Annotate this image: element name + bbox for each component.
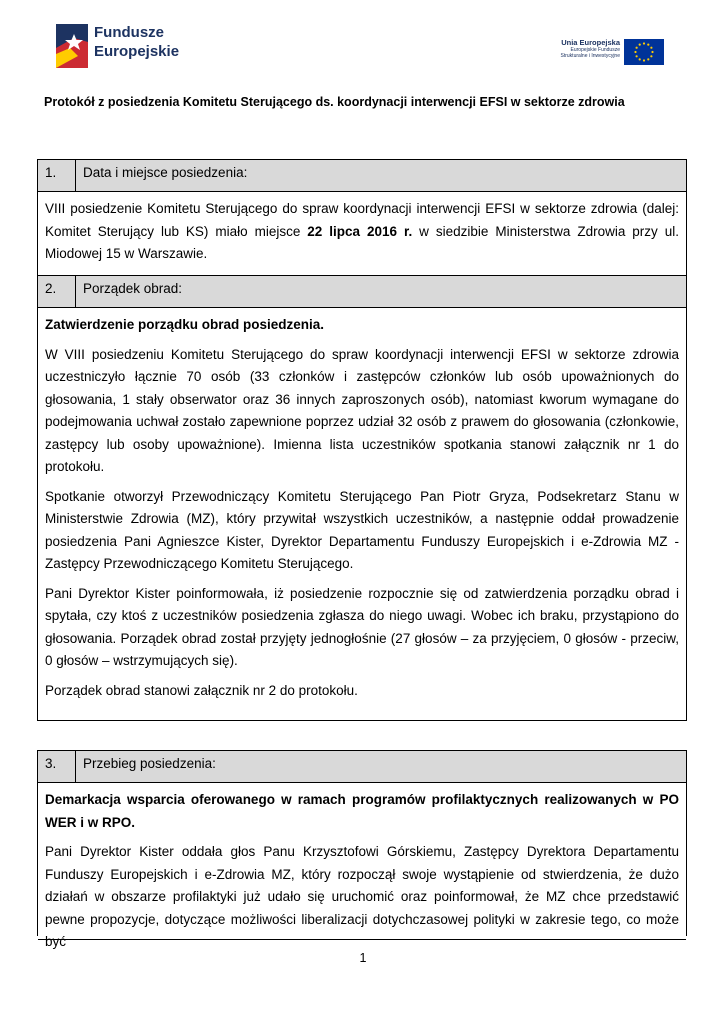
section-3-box <box>37 750 687 949</box>
ue-logo-sub1: Europejskie Fundusze <box>570 47 620 53</box>
fundusze-europejskie-logo <box>54 20 184 72</box>
unia-europejska-logo <box>552 38 664 66</box>
section-3-number: 3. <box>38 751 76 782</box>
section-2-paragraph-3: Pani Dyrektor Kister poinformowała, iż posiedzenie rozpocznie się od zatwierdzenia porządku obrad i spytała, czy ktoś z uczestników posiedzenia zgłasza do niego uwagi. Wobec ich braku, przystąpiono do głosowania. Porządek obrad został przyjęty jednogłośnie (27 głosów – za przyjęciem, 0 głosów - przeciw, 0 głosów – wstrzymujących się). <box>45 585 679 668</box>
section-2-number: 2. <box>38 276 76 307</box>
section-2-header <box>38 276 686 308</box>
section-2-box <box>37 275 687 721</box>
section-2-paragraph-4: Porządek obrad stanowi załącznik nr 2 do protokołu. <box>45 682 358 698</box>
section-1-header <box>38 160 686 192</box>
section-3-header <box>38 751 686 783</box>
meeting-date: 22 lipca 2016 r. <box>307 223 413 239</box>
section-1-number: 1. <box>38 160 76 191</box>
section-3-heading: Demarkacja wsparcia oferowanego w ramach programów profilaktycznych realizowanych w PO WER i w RPO. <box>45 792 679 830</box>
eu-flag-icon <box>624 39 664 65</box>
ue-logo-sub2: Strukturalne i Inwestycyjne <box>560 53 620 59</box>
section-1-label: Data i miejsce posiedzenia: <box>83 165 248 180</box>
section-1-text-a: VIII posiedzenie Komitetu Sterującego do spraw koordynacji interwencji EFSI w sektorze zdrowia (dalej: Komitet Sterujący lub KS) miało miejsce <box>45 201 679 239</box>
section-2-paragraph-1: W VIII posiedzeniu Komitetu Sterującego do spraw koordynacji interwencji EFSI w sektorze zdrowia uczestniczyło łącznie 70 osób (33 członków i zastępców członków lub osób upoważnionych do głosowania, 1 stały obserwator oraz 36 innych zaproszonych osób), natomiast kworum wymagane do podejmowania uchwał zostało zapewnione poprzez udział 32 osób z prawem do głosowania (członkowie, zastępcy lub osoby upoważnione). Imienna lista uczestników spotkania stanowi załącznik nr 1 do protokołu. <box>45 346 679 474</box>
section-1-box <box>37 159 687 276</box>
section-1-paragraph <box>45 198 679 266</box>
fe-logo-text <box>94 23 179 61</box>
fe-star-icon <box>54 20 92 72</box>
section-3-paragraph-1: Pani Dyrektor Kister oddała głos Panu Krzysztofowi Górskiemu, Zastępcy Dyrektora Departamentu Funduszy Europejskich i e-Zdrowia MZ, który rozpoczął swoje wystąpienie od stwierdzenia, że dużo działań w obszarze profilaktyki już udało się uruchomić oraz poinformował, że MZ chce przedstawić pewne propozycje, dotyczące możliwości liberalizacji dotychczasowej polityki w zakresie tego, co może być <box>45 844 679 949</box>
section-1-text-b: w siedzibie Ministerstwa Zdrowia przy ul. Miodowej 15 w Warszawie. <box>45 223 680 261</box>
section-1-body <box>38 192 686 266</box>
section-2-paragraph-2: Spotkanie otworzył Przewodniczący Komitetu Sterującego Pan Piotr Gryza, Podsekretarz Stanu w Ministerstwie Zdrowia (MZ), który przywitał wszystkich uczestników, a następnie oddał prowadzenie posiedzenia Pani Agnieszce Kister, Dyrektor Departamentu Funduszy Europejskich i e-Zdrowia MZ - Zastępcy Przewodniczącego Komitetu Sterującego. <box>45 488 679 571</box>
section-3-label: Przebieg posiedzenia: <box>83 756 216 771</box>
fe-logo-line1: Fundusze <box>94 24 164 41</box>
section-2-body <box>38 308 686 702</box>
section-3-body <box>38 783 686 949</box>
section-2-heading: Zatwierdzenie porządku obrad posiedzenia. <box>45 317 325 332</box>
section-2-label: Porządek obrad: <box>83 281 183 296</box>
ue-logo-text <box>561 38 620 59</box>
fe-logo-line2: Europejskie <box>94 43 180 60</box>
ue-logo-title: Unia Europejska <box>561 38 620 47</box>
page-number: 1 <box>359 951 367 965</box>
document-title: Protokół z posiedzenia Komitetu Sterującego ds. koordynacji interwencji EFSI w sektorze zdrowia <box>44 95 625 109</box>
